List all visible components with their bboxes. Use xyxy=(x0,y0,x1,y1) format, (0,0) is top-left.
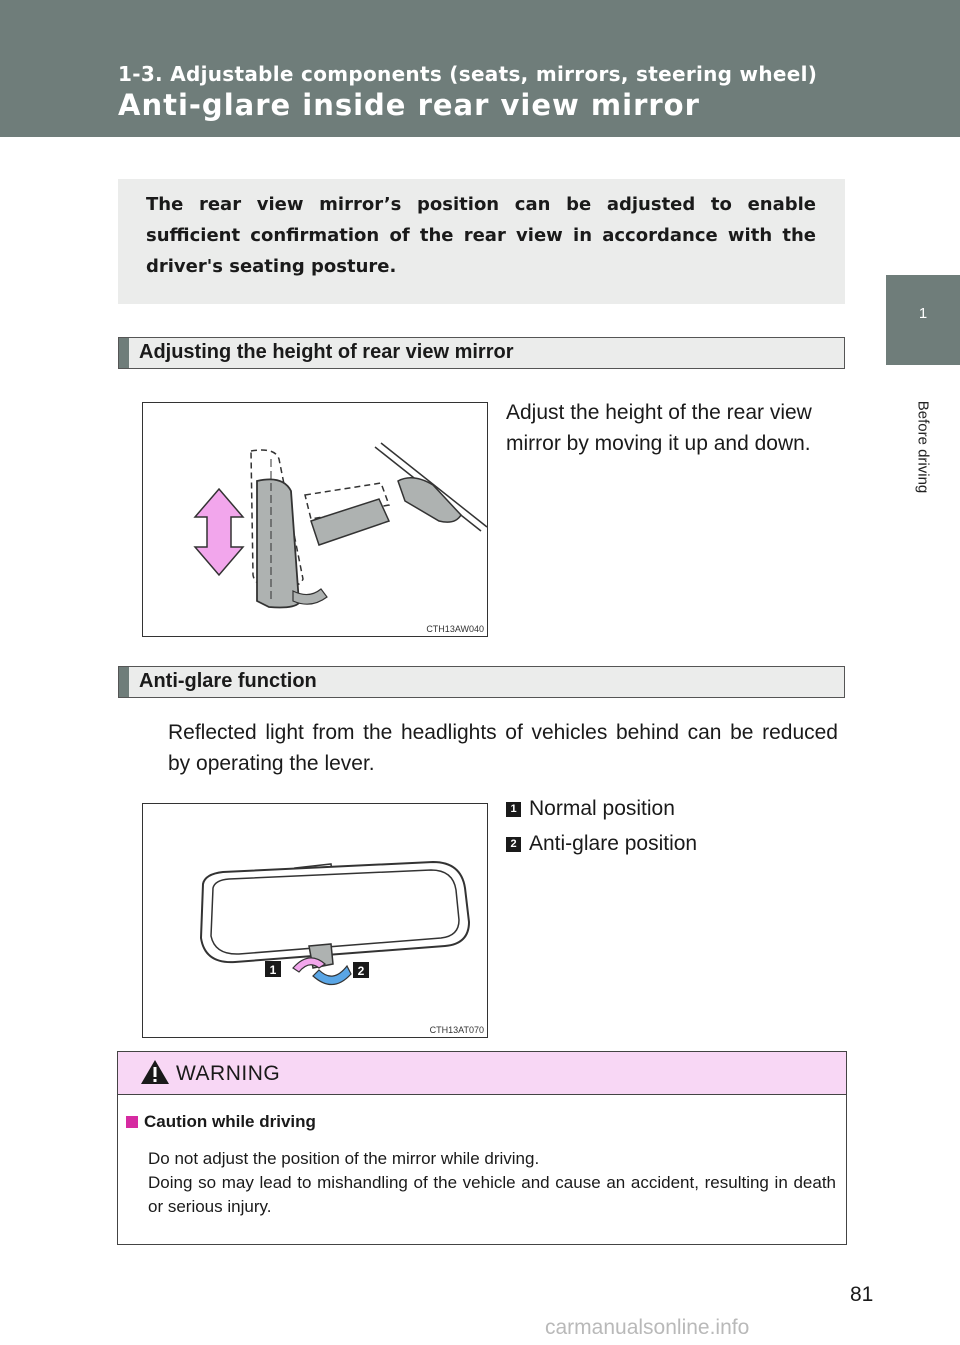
watermark: carmanualsonline.info xyxy=(545,1316,750,1339)
legend-label: Normal position xyxy=(529,797,675,820)
warning-triangle-icon xyxy=(140,1059,170,1085)
warning-header xyxy=(118,1052,846,1095)
warning-box xyxy=(117,1051,847,1245)
heading-bar xyxy=(119,338,129,368)
mirror-height-illustration xyxy=(143,403,487,636)
figure-height-adjust xyxy=(142,402,488,637)
intro-text: The rear view mirror’s position can be adjusted to enable sufficient confirmation of the rear view in accordance with the driver's seating posture. xyxy=(146,194,816,277)
warning-label: WARNING xyxy=(176,1062,281,1085)
legend-item xyxy=(506,797,675,821)
page-title: Anti-glare inside rear view mirror xyxy=(118,88,700,122)
figure-code: CTH13AW040 xyxy=(426,624,484,634)
legend-number-badge: 2 xyxy=(506,837,521,852)
chapter-tab-label-area xyxy=(886,365,960,530)
section-heading-height xyxy=(118,337,845,369)
legend-label: Anti-glare position xyxy=(529,832,698,855)
legend-number-badge: 1 xyxy=(506,802,521,817)
section-title: 1-3. Adjustable components (seats, mirrors, steering wheel) xyxy=(118,62,818,86)
section-heading-antiglare xyxy=(118,666,845,698)
section-heading-height-text: Adjusting the height of rear view mirror xyxy=(139,341,514,363)
figure-badge-1: 1 xyxy=(269,963,277,977)
mirror-lever-illustration xyxy=(143,804,487,1037)
header-band-edge xyxy=(0,132,960,137)
warning-line-2: Doing so may lead to mishandling of the vehicle and cause an accident, resulting in death or serious injury. xyxy=(148,1173,836,1216)
warning-subheading-text: Caution while driving xyxy=(144,1112,316,1131)
warning-subheading xyxy=(126,1112,316,1132)
chapter-tab-label: Before driving xyxy=(914,400,932,494)
heading-bar xyxy=(119,667,129,697)
bullet-square-icon xyxy=(126,1116,138,1128)
legend-item xyxy=(506,832,697,856)
section1-text: Adjust the height of the rear view mirror by moving it up and down. xyxy=(506,401,812,455)
chapter-tab[interactable] xyxy=(886,275,960,365)
chapter-tab-number: 1 xyxy=(918,305,928,322)
figure-badge-2: 2 xyxy=(357,964,365,978)
figure-code: CTH13AT070 xyxy=(429,1025,484,1035)
section-heading-antiglare-text: Anti-glare function xyxy=(139,670,317,692)
figure-antiglare xyxy=(142,803,488,1038)
section2-text: Reflected light from the headlights of vehicles behind can be reduced by operating the lever. xyxy=(168,721,838,775)
warning-line-1: Do not adjust the position of the mirror while driving. xyxy=(148,1149,540,1168)
warning-text xyxy=(148,1147,836,1219)
page-number: 81 xyxy=(850,1283,874,1306)
